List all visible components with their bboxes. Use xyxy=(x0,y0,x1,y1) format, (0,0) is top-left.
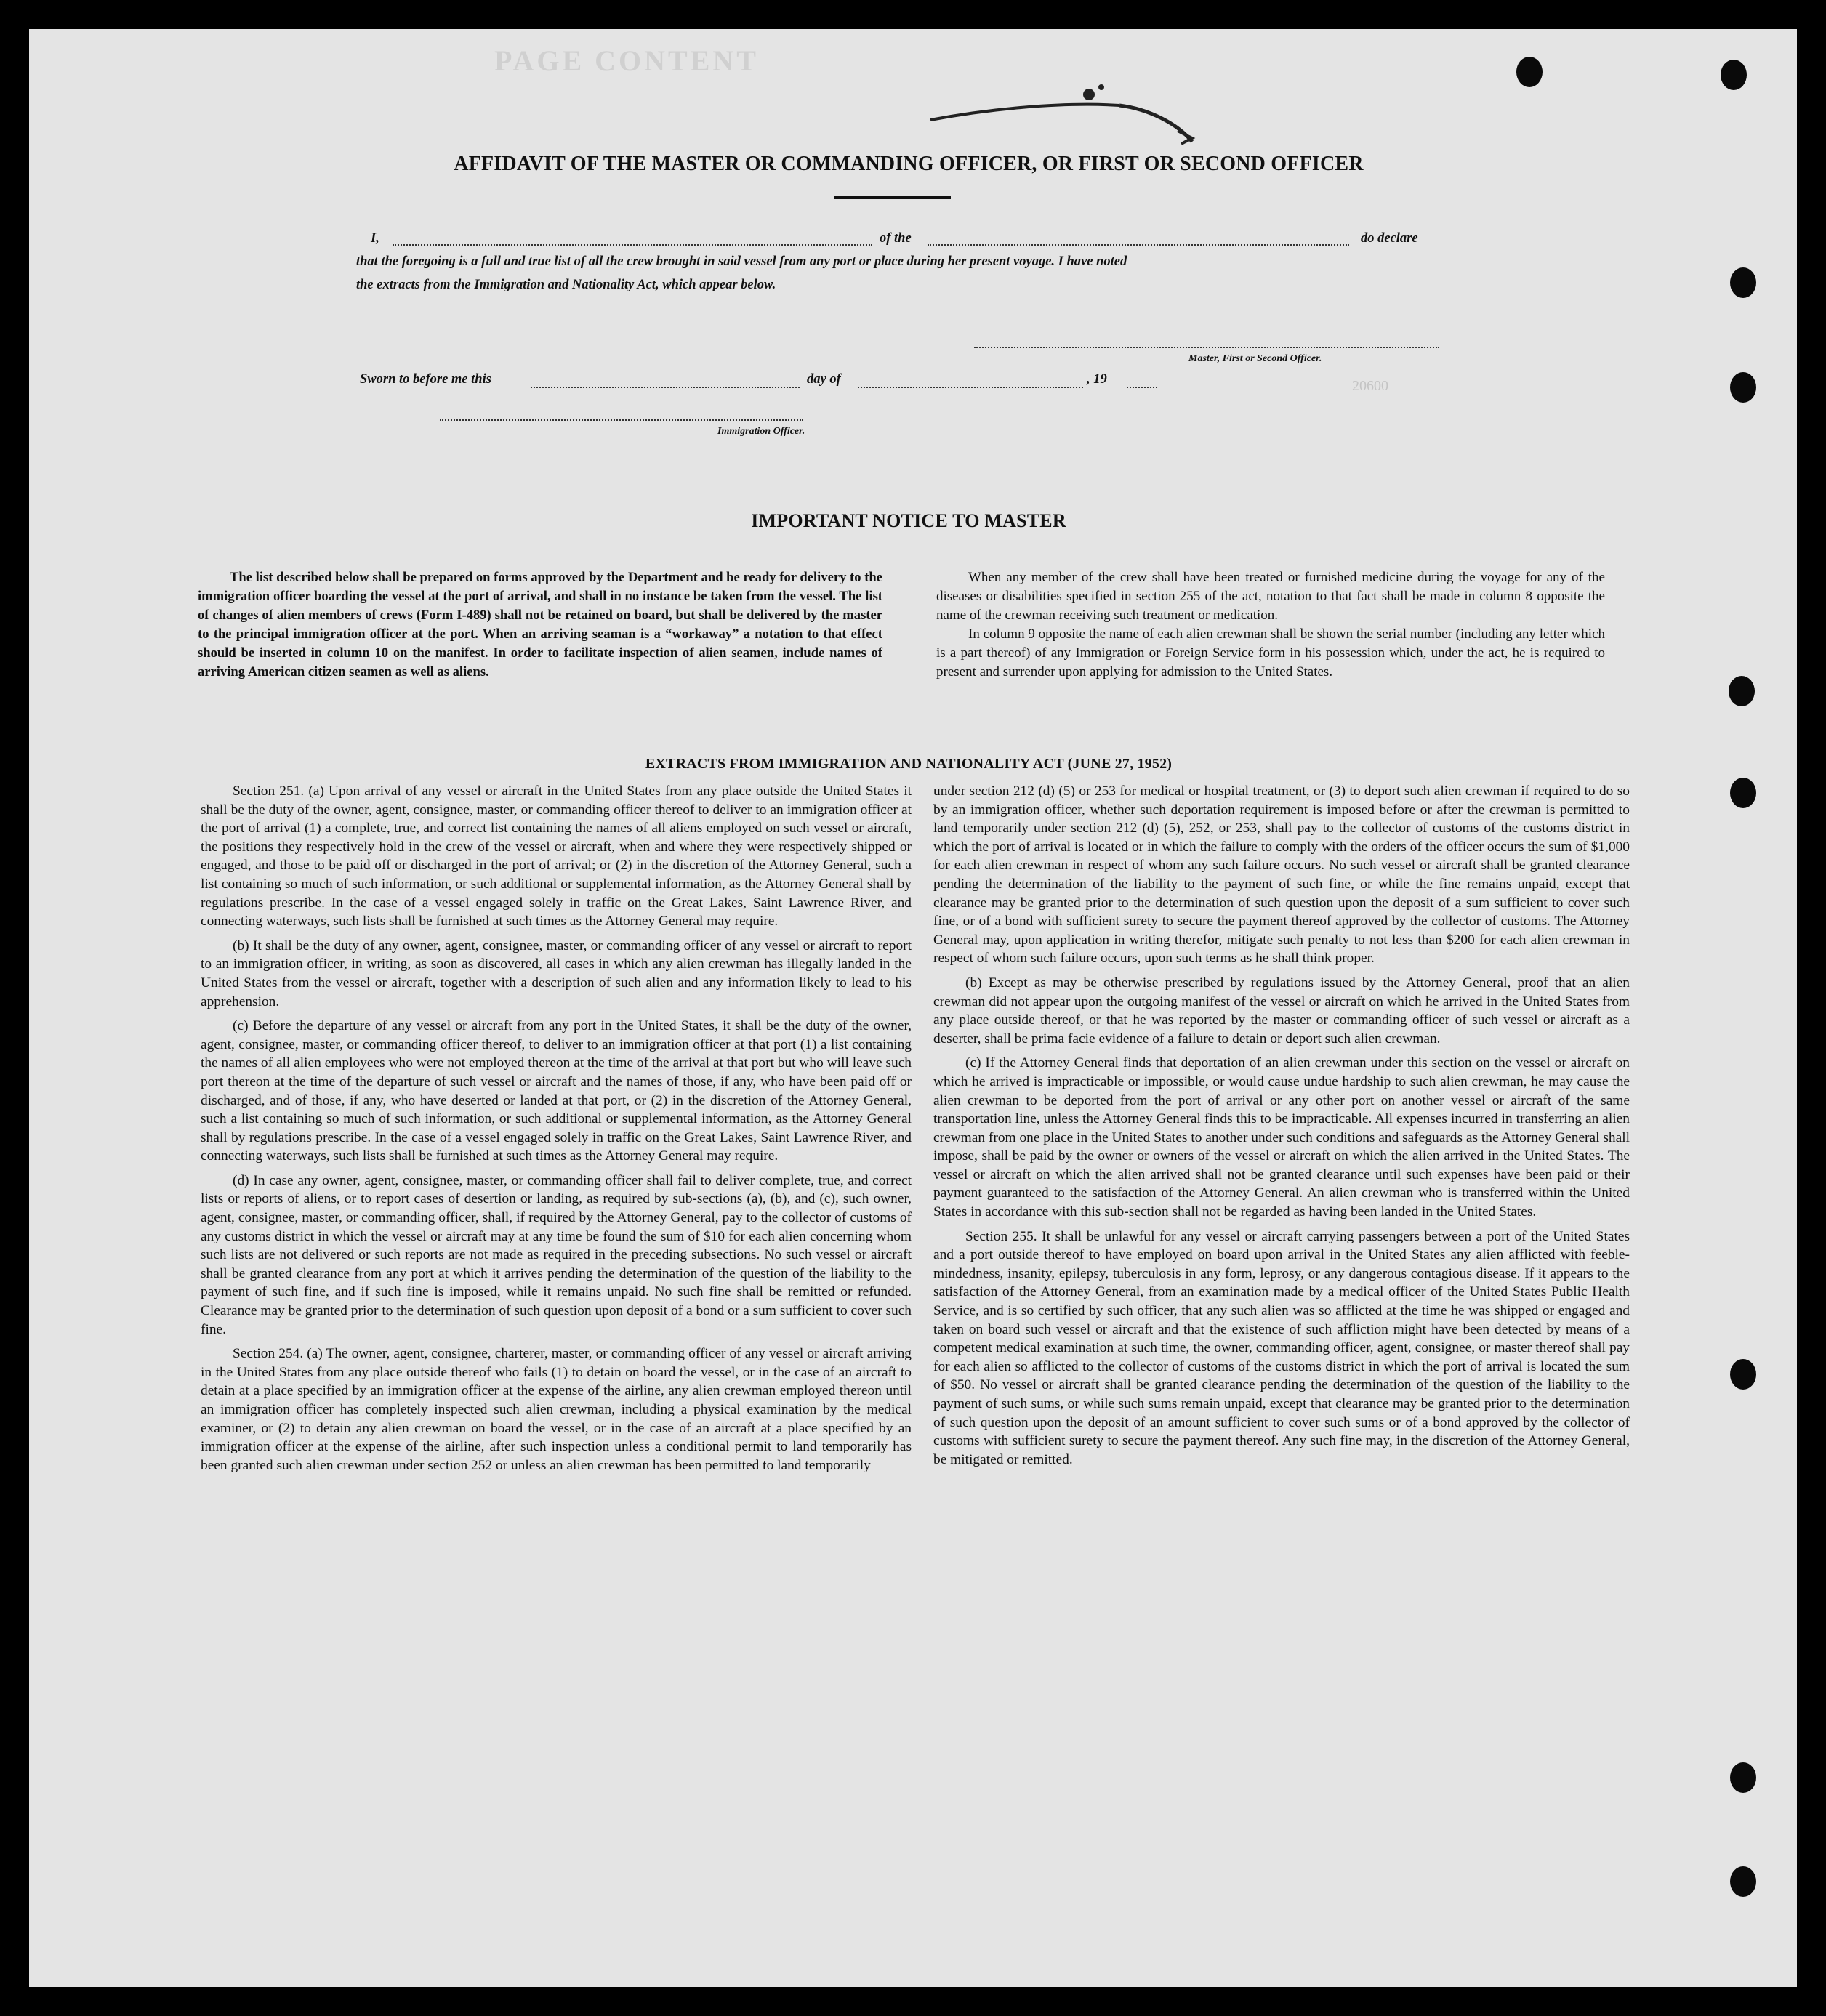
vessel-blank[interactable] xyxy=(928,244,1349,246)
notice-left-paragraph: The list described below shall be prepared on forms approved by the Department and be ready for delivery to the immigration officer boarding the vessel at the port of arrival, and shall in no instance be taken from the vessel. The list of changes of alien members of crews (Form I-489) shall not be retained on board, but shall be delivered by the master to the principal immigration officer at the port. When an arriving seaman is a “workaway” a notation to that effect should be inserted in column 10 on the manifest. In order to facilitate inspection of alien seamen, include names of arriving American citizen seamen as well as aliens. xyxy=(198,570,882,680)
extracts-title: EXTRACTS FROM IMMIGRATION AND NATIONALITY ACT (JUNE 27, 1952) xyxy=(645,756,1173,772)
notice-right-paragraph-2: In column 9 opposite the name of each alien crewman shall be shown the serial number (including any letter which is a part thereof) of any Immigration or Foreign Service form in his possession which, under the act, he is required to present and surrender upon applying for admission to the United States. xyxy=(936,626,1605,680)
master-signature-line[interactable] xyxy=(974,347,1439,348)
sworn-year: , 19 xyxy=(1087,372,1107,387)
sworn-text: Sworn to before me this xyxy=(360,372,491,387)
punch-hole xyxy=(1730,372,1756,403)
punch-hole xyxy=(1516,57,1543,87)
section-254-c: (c) If the Attorney General finds that deportation of an alien crewman under this section on the vessel or aircraft on which he arrived is impracticable or impossible, or would cause undue hardship to such alien crewman, he may cause the alien crewman to be deported from the port of arrival or any other port on another vessel or aircraft of the same transportation line, unless the Attorney General finds this to be impracticable. All expenses incurred in transferring an alien crewman from one place in the United States to another under such conditions and safeguards as the Attorney General shall impose, shall be paid by the owner or owners of the vessel or aircraft on which the alien arrived in the United States. The vessel or aircraft on which the alien arrived shall not be granted clearance until such expenses have been paid or their payment guaranteed to the satisfaction of the Attorney General. An alien crewman who is transferred within the United States in accordance with this sub-section shall not be regarded as having been landed in the United States. xyxy=(933,1055,1630,1220)
document-page xyxy=(29,29,1797,1987)
notice-title: IMPORTANT NOTICE TO MASTER xyxy=(751,510,1066,531)
extracts-right-column xyxy=(933,782,1630,1469)
punch-hole xyxy=(1730,1762,1756,1793)
declaration-do-declare: do declare xyxy=(1361,231,1418,246)
sworn-year-blank[interactable] xyxy=(1127,387,1157,388)
name-blank[interactable] xyxy=(393,244,872,246)
sworn-day-blank[interactable] xyxy=(531,387,800,388)
title-rule xyxy=(834,196,951,199)
officer-signature-label: Immigration Officer. xyxy=(717,426,805,437)
punch-hole xyxy=(1730,778,1756,808)
sworn-month-blank[interactable] xyxy=(858,387,1083,388)
declaration-of-the: of the xyxy=(880,231,912,246)
notice-right-paragraph-1: When any member of the crew shall have been treated or furnished medicine during the voyage for any of the diseases or disabilities specified in section 255 of the act, notation to that fact shall be made in column 8 opposite the name of the crewman receiving such treatment or medication. xyxy=(936,570,1605,623)
affidavit-title: AFFIDAVIT OF THE MASTER OR COMMANDING OFFICER, OR FIRST OR SECOND OFFICER xyxy=(454,153,1364,175)
section-254-b: (b) Except as may be otherwise prescribed by regulations issued by the Attorney General, proof that an alien crewman did not appear upon the outgoing manifest of the vessel or aircraft on which he arrived in the United States from any place outside thereof, or that he was reported by the master or commanding officer of such vessel or aircraft as a deserter, shall be prima facie evidence of a failure to detain or deport such alien crewman. xyxy=(933,975,1630,1047)
punch-hole xyxy=(1730,1866,1756,1897)
master-signature-label: Master, First or Second Officer. xyxy=(1188,353,1322,364)
punch-hole xyxy=(1730,1359,1756,1390)
notice-right-column xyxy=(936,568,1605,682)
extracts-left-column xyxy=(201,782,912,1475)
section-255: Section 255. It shall be unlawful for any vessel or aircraft carrying passengers between a port of the United States and a port outside thereof to have employed on board upon arrival in the United States any alien afflicted with feeble-mindedness, insanity, epilepsy, tuberculosis in any form, leprosy, or any dangerous contagious disease. If it appears to the satisfaction of the Attorney General, from an examination made by a medical officer of the United States Public Health Service, and is so certified by such officer, that any such alien was so afflicted at the time he was shipped or engaged and taken on board such vessel or aircraft and that the existence of such affliction might have been detected by means of a competent medical examination at such time, the owner, commanding officer, agent, consignee, or master thereof shall pay for each alien so afflicted to the collector of customs of the customs district in which the port of arrival is located the sum of $50. No vessel or aircraft shall be granted clearance pending the determination of the question of the liability to the payment of such sums, or while such sums remain unpaid, except that clearance may be granted prior to the determination of such question upon the deposit of an amount sufficient to cover such sums or of a bond approved by the collector of customs with sufficient surety to secure the payment thereof. Any such fine may, in the discretion of the Attorney General, be mitigated or remitted. xyxy=(933,1228,1630,1467)
notice-left-column xyxy=(198,568,882,682)
faint-form-number: 20600 xyxy=(1352,378,1388,394)
declaration-i: I, xyxy=(371,231,379,246)
officer-signature-line[interactable] xyxy=(440,419,803,421)
section-251-d: (d) In case any owner, agent, consignee, master, or commanding officer shall fail to deliver complete, true, and correct lists or reports of aliens, or to report cases of desertion or landing, as required by sub-sections (a), (b), and (c), such owner, agent, consignee, master, or commanding officer, shall, if required by the Attorney General, pay to the collector of customs of any customs district in which the vessel or aircraft may at any time be found the sum of $10 for each alien concerning whom such lists are not delivered or such reports are not made as required in the preceding subsections. No such vessel or aircraft shall be granted clearance from any port at which it arrives pending the determination of the question of the liability to the payment of such fine, and if such fine is imposed, while it remains unpaid. No such fine shall be remitted or refunded. Clearance may be granted prior to the determination of such question upon deposit of a bond or a sum sufficient to cover such fine. xyxy=(201,1172,912,1337)
bleed-through-text: PAGE CONTENT xyxy=(494,44,759,77)
punch-hole xyxy=(1730,267,1756,298)
section-254-a: Section 254. (a) The owner, agent, consignee, charterer, master, or commanding officer of any vessel or aircraft arriving in the United States from any place outside thereof who fails (1) to detain on board the vessel, or in the case of an aircraft to detain at a place specified by an immigration officer at the expense of the airline, any alien crewman employed thereon until an immigration officer has completely inspected such alien crewman, including a physical examination by the medical examiner, or (2) to detain any alien crewman on board the vessel, or in the case of an aircraft at a place specified by an immigration officer at the expense of the airline, after such inspection unless a conditional permit to land temporarily has been granted such alien crewman under section 252 or unless an alien crewman has been permitted to land temporarily xyxy=(201,1346,912,1473)
punch-hole xyxy=(1721,60,1747,90)
section-251-a: Section 251. (a) Upon arrival of any vessel or aircraft in the United States from any place outside the United States it shall be the duty of the owner, agent, consignee, master, or commanding officer thereof to deliver to an immigration officer at the port of arrival (1) a complete, true, and correct list containing the names of all aliens employed on such vessel or aircraft, the positions they respectively hold in the crew of the vessel or aircraft, when and where they were respectively shipped or engaged, and those to be paid off or discharged in the port of arrival; or (2) in the discretion of the Attorney General, such a list containing so much of such information, or such additional or supplemental information, as the Attorney General shall by regulations prescribe. In the case of a vessel engaged solely in traffic on the Great Lakes, Saint Lawrence River, and connecting waterways, such lists shall be furnished at such times as the Attorney General may require. xyxy=(201,783,912,930)
section-251-c: (c) Before the departure of any vessel or aircraft from any port in the United States, it shall be the duty of the owner, agent, consignee, master, or commanding officer thereof, to deliver to an immigration officer at that port (1) a list containing the names of all alien employees who were not employed thereon at the time of the arrival at that port but who will leave such port thereon at the time of the departure of such vessel or aircraft and the names of those, if any, who have been paid off or discharged, and of those, if any, who have deserted or landed at that port, or (2) in the discretion of the Attorney General, such a list containing so much of such information, or such additional or supplemental information, as the Attorney General shall by regulations prescribe. In the case of a vessel engaged solely in traffic on the Great Lakes, Saint Lawrence River, and connecting waterways, such lists shall be furnished at such times as the Attorney General may require. xyxy=(201,1018,912,1164)
punch-hole xyxy=(1729,676,1755,706)
section-251-b: (b) It shall be the duty of any owner, agent, consignee, master, or commanding officer of any vessel or aircraft to report to an immigration officer, in writing, as soon as discovered, all cases in which any alien crewman has illegally landed in the United States from the vessel or aircraft, together with a description of such alien and any information likely to lead to his apprehension. xyxy=(201,938,912,1009)
declaration-line-3: the extracts from the Immigration and Nationality Act, which appear below. xyxy=(356,278,776,292)
sworn-day-of: day of xyxy=(807,372,841,387)
declaration-line-2: that the foregoing is a full and true list of all the crew brought in said vessel from any port or place during her present voyage. I have noted xyxy=(356,254,1127,269)
section-254-a-continued: under section 212 (d) (5) or 253 for medical or hospital treatment, or (3) to deport such alien crewman if required to do so by an immigration officer, whether such deportation requirement is imposed before or after the crewman is permitted to land temporarily under section 212 (d) (5), 252, or 253, shall pay to the collector of customs of the customs district in which the port of arrival is located or in which the failure to comply with the orders of the officer occurs the sum of $1,000 for each alien crewman in respect of whom any such failure occurs. No such vessel or aircraft shall be granted clearance pending the determination of the liability to the payment of such fine, or while the fine remains unpaid, except that clearance may be granted prior to the determination of such question upon the deposit of a sum sufficient to cover such fine, or of a bond with sufficient surety to secure the payment thereof approved by the collector of customs. The Attorney General may, upon application in writing therefor, mitigate such penalty to not less than $200 for each alien crewman in respect of whom such failure occurs, upon such terms as he shall think proper. xyxy=(933,783,1630,967)
ink-scribble-mark xyxy=(901,51,1250,153)
